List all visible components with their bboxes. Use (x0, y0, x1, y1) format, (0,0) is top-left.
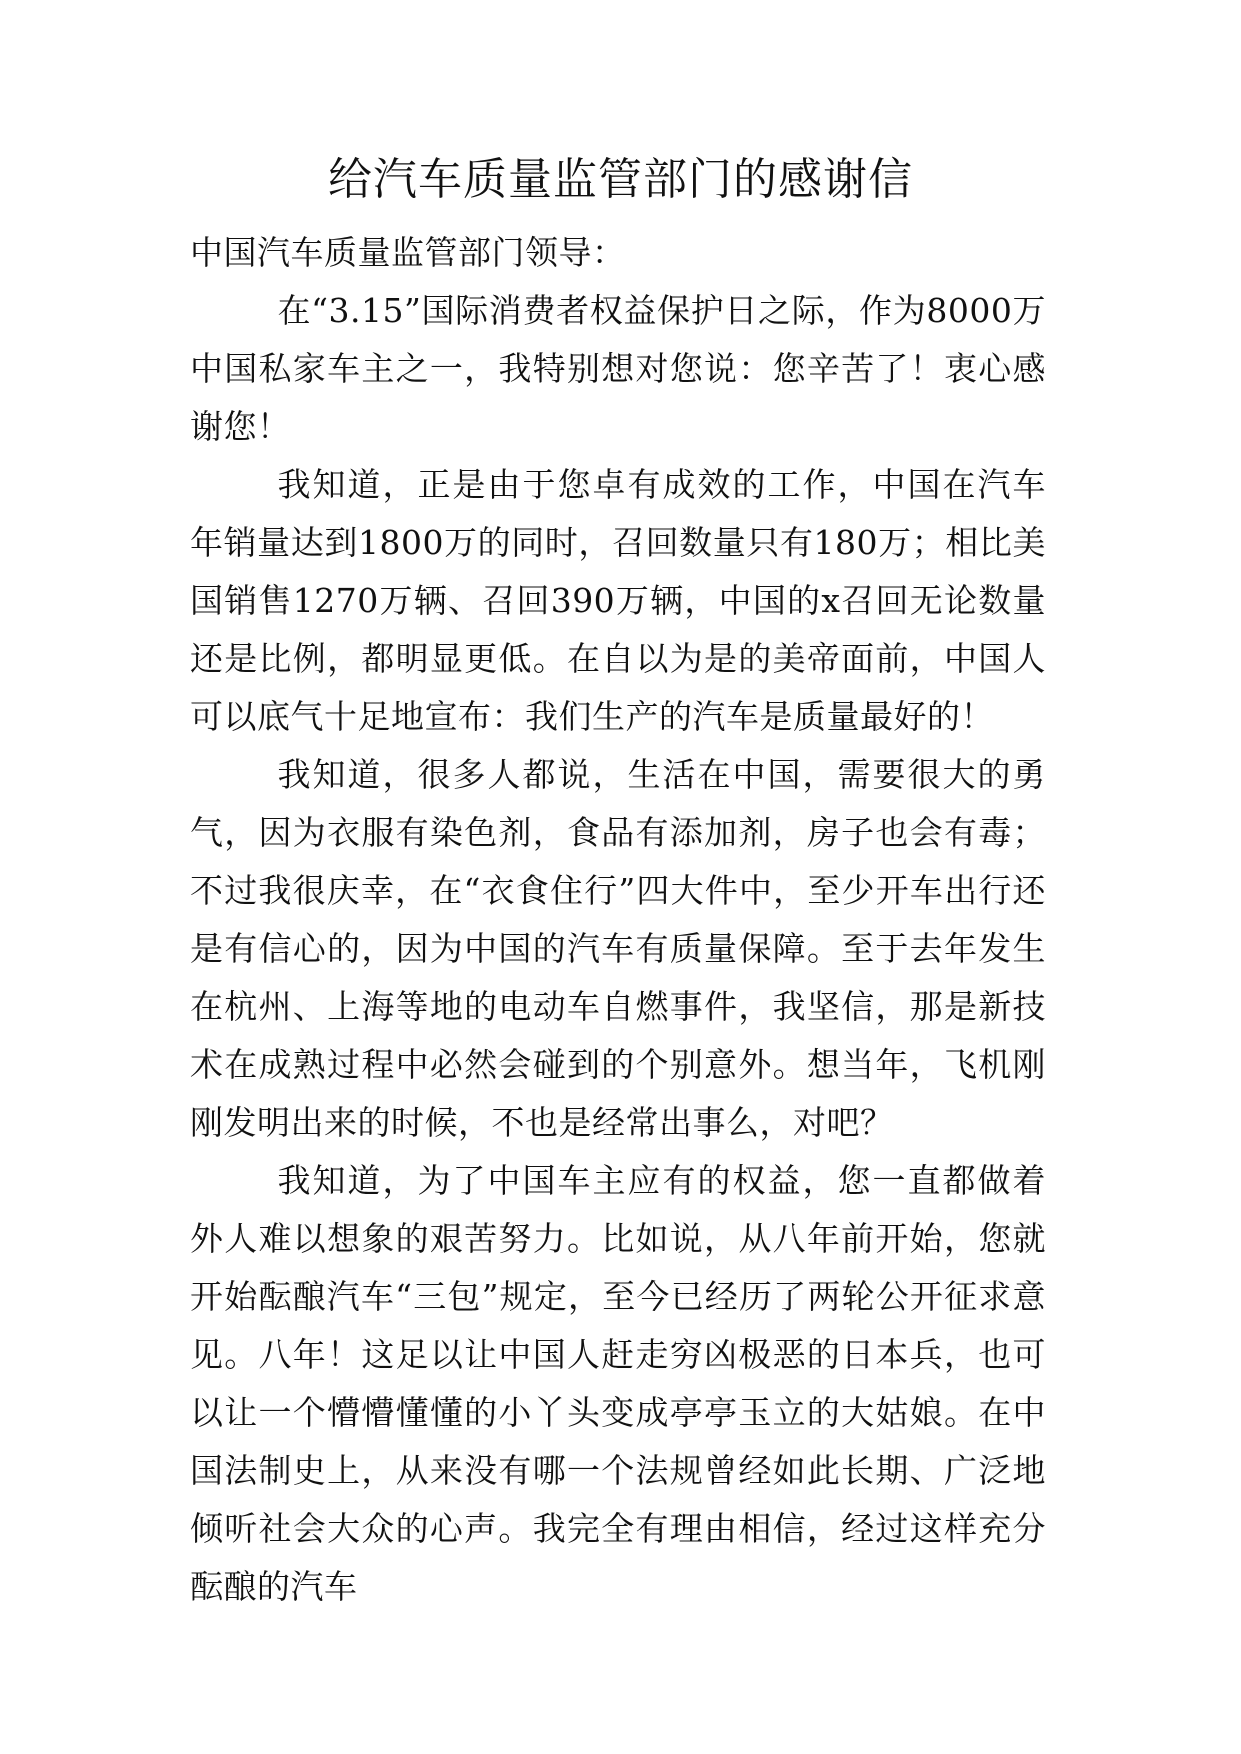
document-title: 给汽车质量监管部门的感谢信 (328, 154, 913, 205)
paragraph-3: 我知道，很多人都说，生活在中国，需要很大的勇气，因为衣服有染色剂，食品有添加剂，房子也会有毒；不过我很庆幸，在“衣食住行”四大件中，至少开车出行还是有信心的，因为中国的汽车有质量保障。至于去年发生在杭州、上海等地的电动车自燃事件，我坚信，那是新技术在成熟过程中必然会碰到的个别意外。想当年，飞机刚刚发明出来的时候，不也是经常出事么，对吧？ (190, 755, 1046, 1142)
letter-body (190, 224, 1046, 1616)
paragraph-4: 我知道，为了中国车主应有的权益，您一直都做着外人难以想象的艰苦努力。比如说，从八年前开始，您就开始酝酿汽车“三包”规定，至今已经历了两轮公开征求意见。八年！这足以让中国人赶走穷凶极恶的日本兵，也可以让一个懵懵懂懂的小丫头变成亭亭玉立的大姑娘。在中国法制史上，从来没有哪一个法规曾经如此长期、广泛地倾听社会大众的心声。我完全有理由相信，经过这样充分酝酿的汽车 (190, 1161, 1046, 1606)
paragraph-2: 我知道，正是由于您卓有成效的工作，中国在汽车年销量达到1800万的同时，召回数量只有180万；相比美国销售1270万辆、召回390万辆，中国的x召回无论数量还是比例，都明显更低。在自以为是的美帝面前，中国人可以底气十足地宣布：我们生产的汽车是质量最好的！ (190, 465, 1046, 736)
salutation: 中国汽车质量监管部门领导： (190, 233, 626, 272)
paragraph-1: 在“3.15”国际消费者权益保护日之际，作为8000万中国私家车主之一，我特别想对您说：您辛苦了！衷心感谢您！ (190, 291, 1046, 446)
